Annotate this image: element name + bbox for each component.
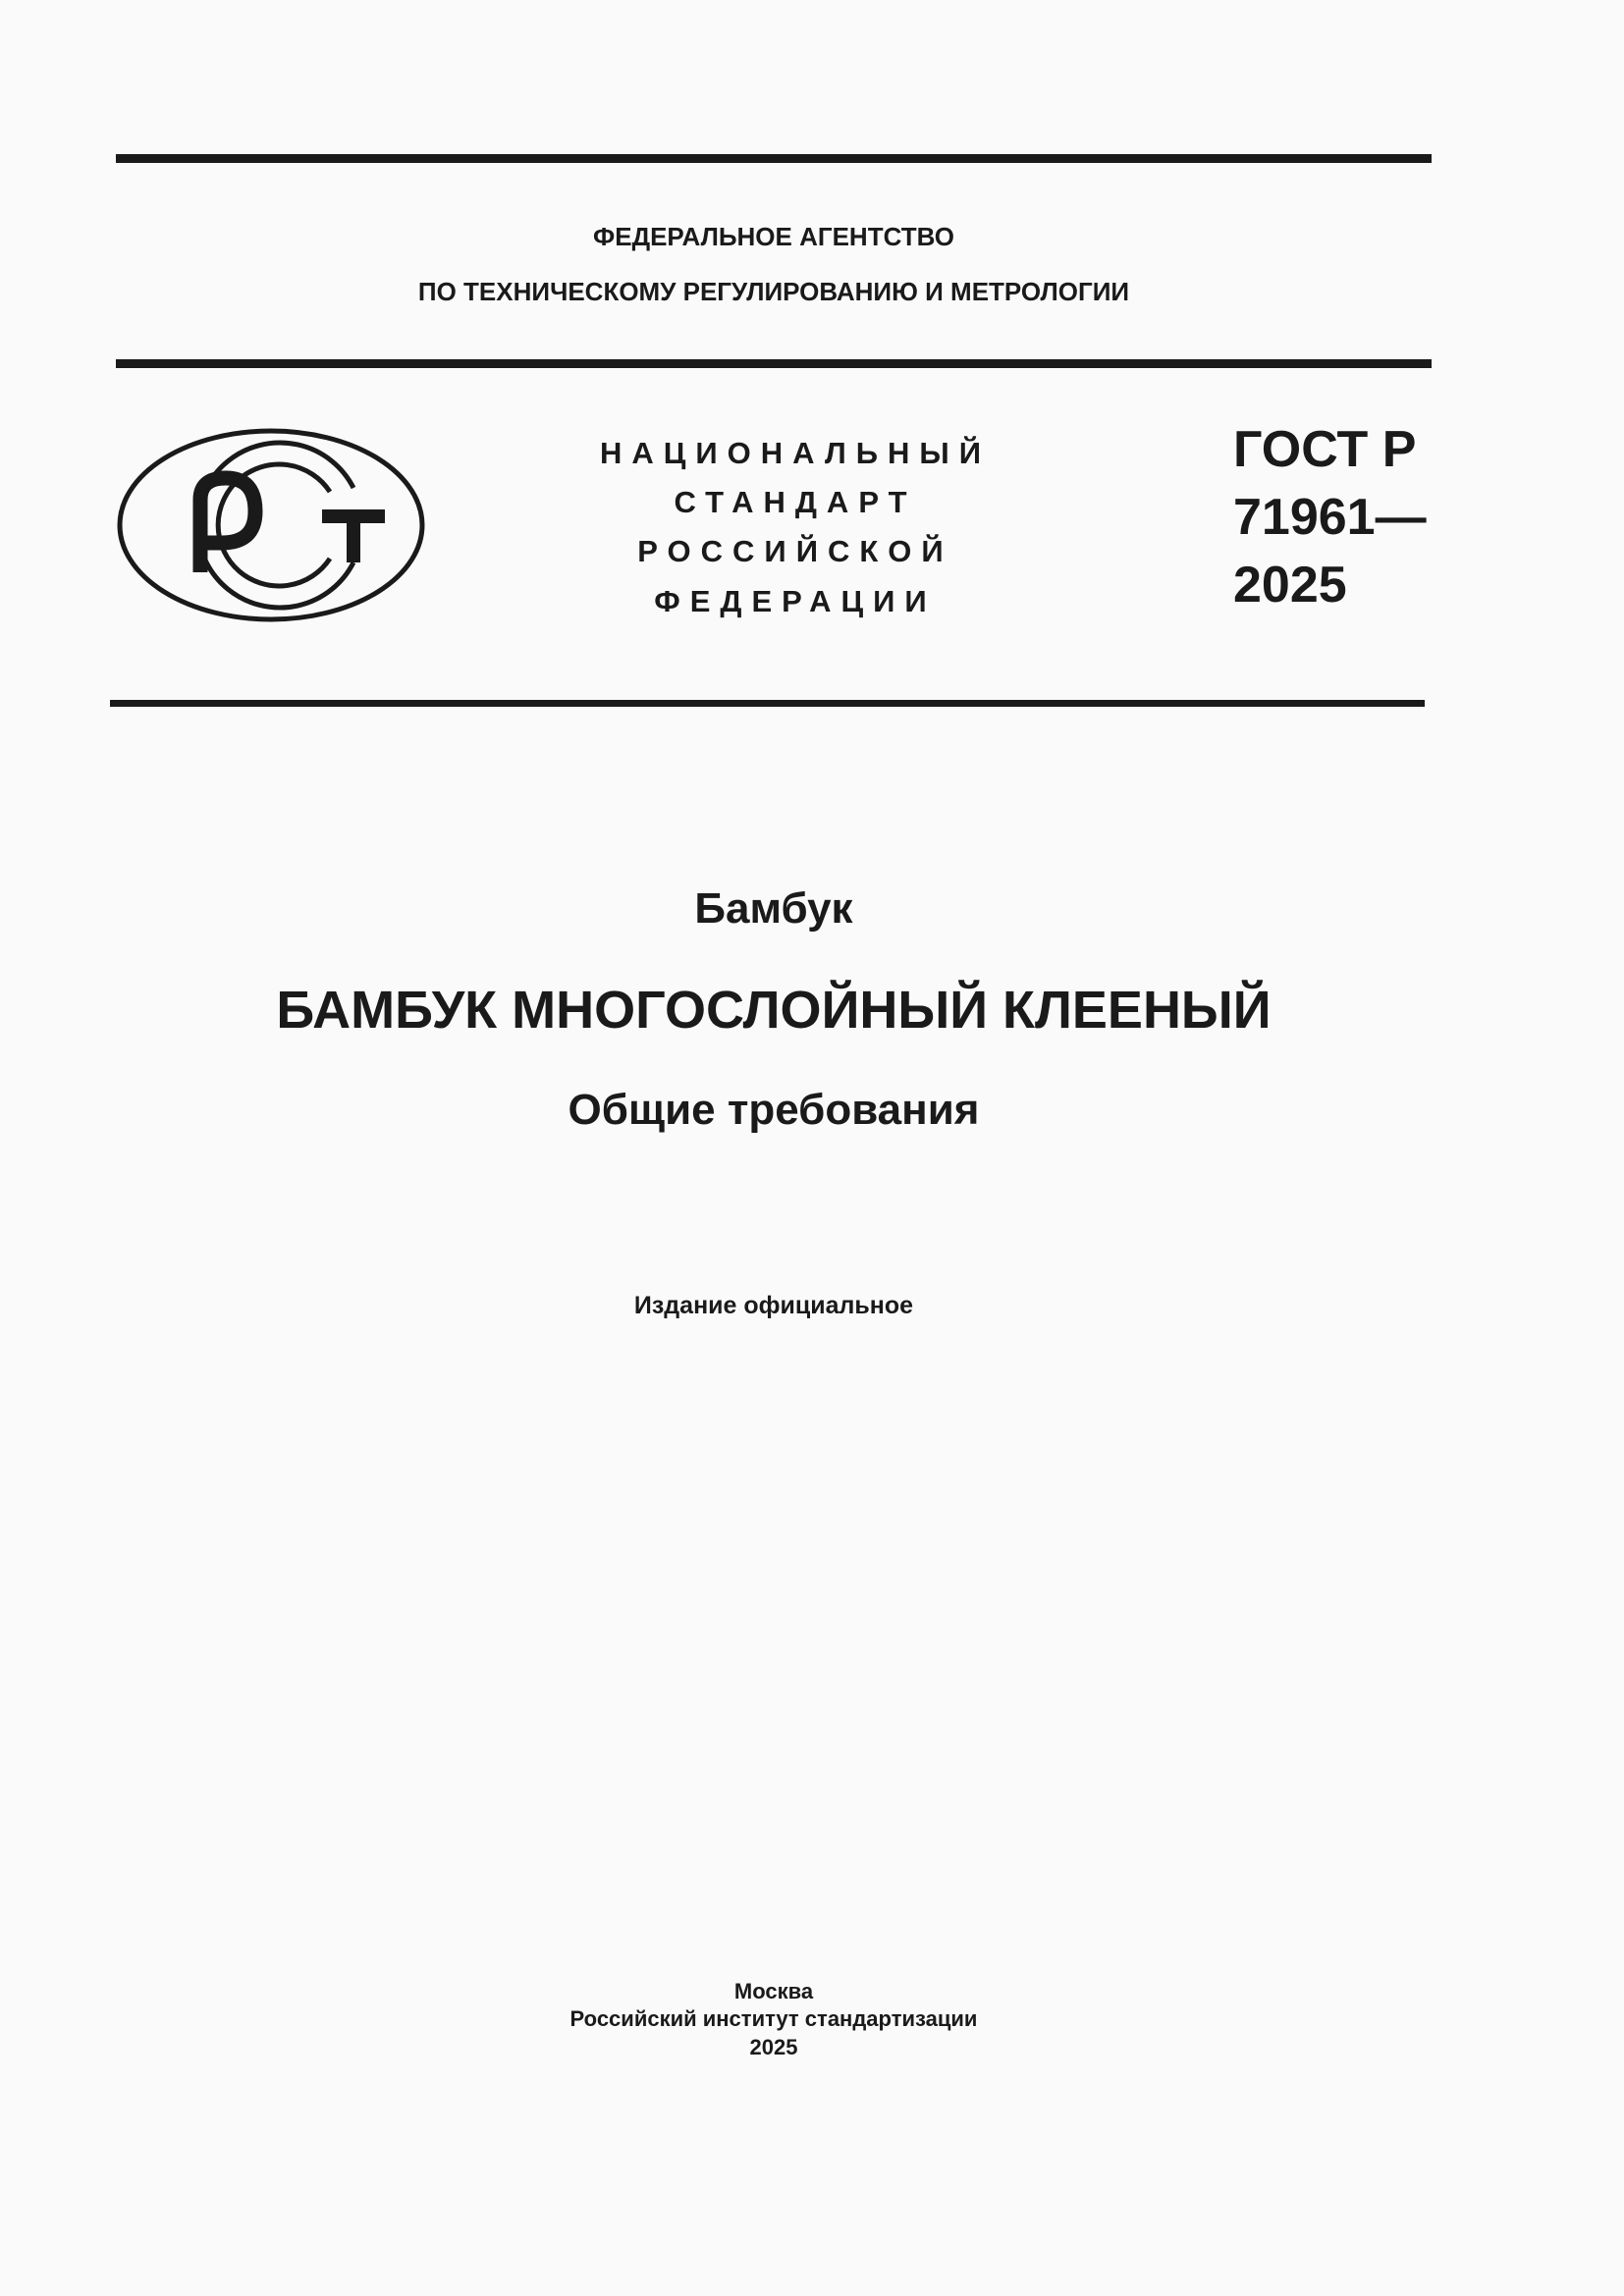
document-group-title: Бамбук xyxy=(694,884,853,933)
header-divider-rule xyxy=(116,359,1432,368)
title-block-divider-rule xyxy=(110,700,1425,707)
standard-designation-line-2: 71961— xyxy=(1233,489,1427,546)
document-subtitle: Общие требования xyxy=(568,1086,980,1134)
agency-name-line-2: ПО ТЕХНИЧЕСКОМУ РЕГУЛИРОВАНИЮ И МЕТРОЛОГИИ xyxy=(417,277,1130,306)
edition-note: Издание официальное xyxy=(633,1292,914,1319)
document-main-title: БАМБУК МНОГОСЛОЙНЫЙ КЛЕЕНЫЙ xyxy=(276,981,1272,1040)
agency-name-line-1: ФЕДЕРАЛЬНОЕ АГЕНТСТВО xyxy=(593,222,954,251)
standard-type-line-1: НАЦИОНАЛЬНЫЙ xyxy=(599,436,992,470)
imprint-year: 2025 xyxy=(749,2035,798,2059)
rst-conformity-mark-icon xyxy=(116,427,426,623)
standard-type-line-2: СТАНДАРТ xyxy=(674,485,917,519)
standard-type-line-4: ФЕДЕРАЦИИ xyxy=(654,584,937,618)
imprint-city: Москва xyxy=(733,1979,814,2003)
standard-type-line-3: РОССИЙСКОЙ xyxy=(637,534,953,568)
top-rule xyxy=(116,154,1432,163)
imprint-publisher: Российский институт стандартизации xyxy=(569,2006,978,2031)
standard-designation-line-3: 2025 xyxy=(1233,557,1347,614)
standard-designation-line-1: ГОСТ Р xyxy=(1233,421,1417,478)
